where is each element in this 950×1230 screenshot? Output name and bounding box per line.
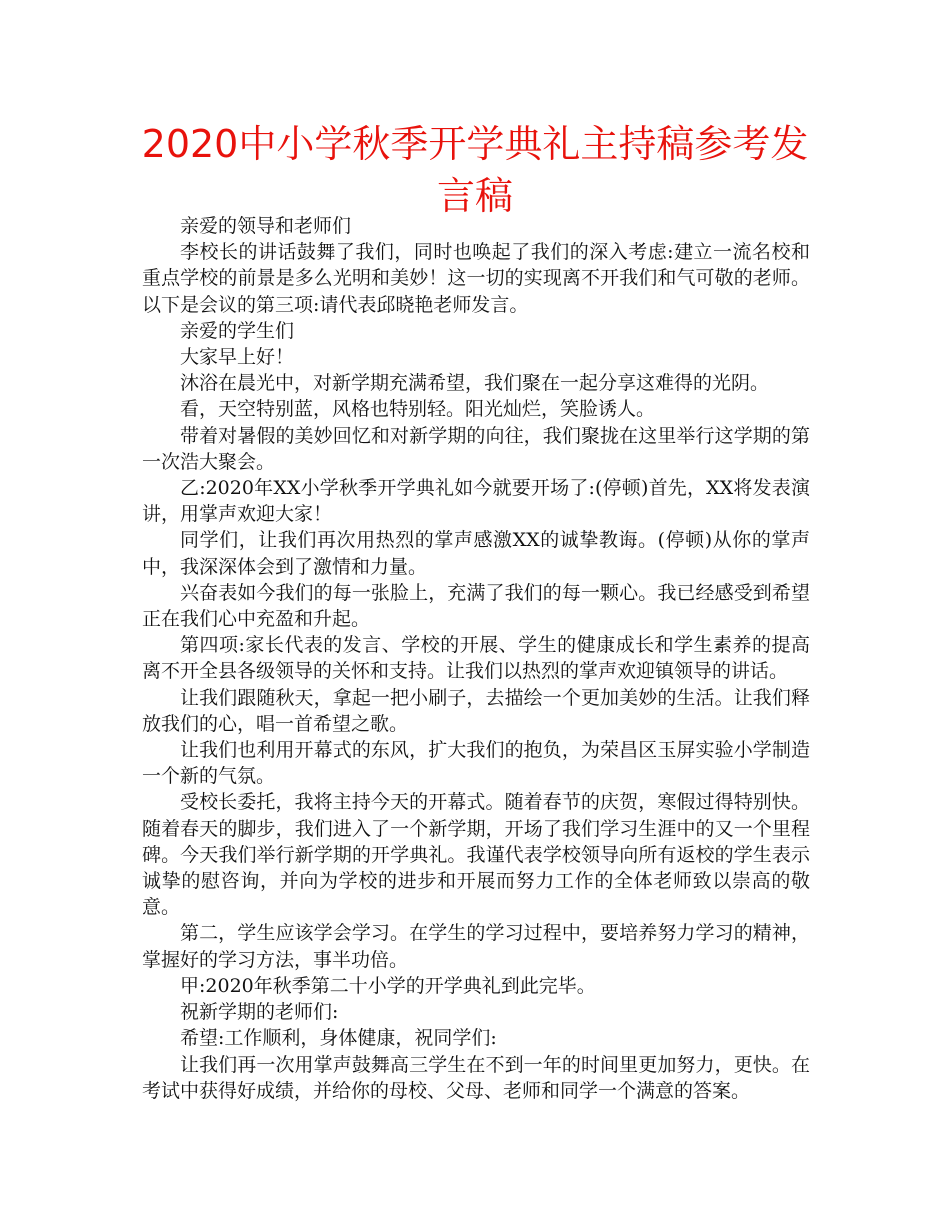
paragraph: 让我们也利用开幕式的东风，扩大我们的抱负，为荣昌区玉屏实验小学制造一个新的气氛。	[142, 739, 810, 788]
paragraph: 大家早上好！	[180, 346, 295, 369]
paragraph: 李校长的讲话鼓舞了我们，同时也唤起了我们的深入考虑:建立一流名校和重点学校的前景是多么光明和美妙！这一切的实现离不开我们和气可敬的老师。以下是会议的第三项:请代表邱晓艳老师发言。	[142, 241, 810, 316]
paragraph: 甲:2020年秋季第二十小学的开学典礼到此完毕。	[180, 974, 596, 997]
paragraph: 兴奋表如今我们的每一张脸上，充满了我们的每一颗心。我已经感受到希望正在我们心中充盈和升起。	[142, 581, 810, 631]
paragraph: 第二，学生应该学会学习。在学生的学习过程中，要培养努力学习的精神，掌握好的学习方法，事半功倍。	[142, 922, 810, 971]
paragraph: 沐浴在晨光中，对新学期充满希望，我们聚在一起分享这难得的光阴。	[180, 372, 770, 395]
paragraph: 乙:2020年XX小学秋季开学典礼如今就要开场了:(停顿)首先，XX将发表演讲，用掌声欢迎大家！	[142, 477, 810, 526]
paragraph: 同学们，让我们再次用热烈的掌声感激XX的诚挚教诲。(停顿)从你的掌声中，我深深体会到了激情和力量。	[142, 529, 810, 578]
paragraph: 希望:工作顺利，身体健康，祝同学们:	[180, 1027, 497, 1050]
document-title: 2020中小学秋季开学典礼主持稿参考发言稿	[141, 122, 809, 218]
paragraph: 让我们跟随秋天，拿起一把小刷子，去描绘一个更加美妙的生活。让我们释放我们的心，唱一首希望之歌。	[142, 686, 810, 735]
document-body	[142, 213, 810, 1104]
paragraph: 受校长委托，我将主持今天的开幕式。随着春节的庆贺，寒假过得特别快。随着春天的脚步，我们进入了一个新学期，开场了我们学习生涯中的又一个里程碑。今天我们举行新学期的开学典礼。我谨代表学校领导向所有返校的学生表示诚挚的慰咨询，并向为学校的进步和开展而努力工作的全体老师致以崇高的敬意。	[142, 791, 810, 919]
paragraph: 看，天空特别蓝，风格也特别轻。阳光灿烂，笑脸诱人。	[180, 398, 656, 421]
paragraph: 亲爱的学生们	[180, 319, 295, 342]
paragraph: 祝新学期的老师们:	[180, 1001, 339, 1024]
paragraph: 第四项:家长代表的发言、学校的开展、学生的健康成长和学生素养的提高离不开全县各级领导的关怀和支持。让我们以热烈的掌声欢迎镇领导的讲话。	[142, 634, 810, 683]
paragraph: 带着对暑假的美妙回忆和对新学期的向往，我们聚拢在这里举行这学期的第一次浩大聚会。	[142, 424, 810, 473]
paragraph: 亲爱的领导和老师们	[180, 215, 352, 237]
paragraph: 让我们再一次用掌声鼓舞高三学生在不到一年的时间里更加努力，更快。在考试中获得好成绩，并给你的母校、父母、老师和同学一个满意的答案。	[142, 1053, 810, 1102]
